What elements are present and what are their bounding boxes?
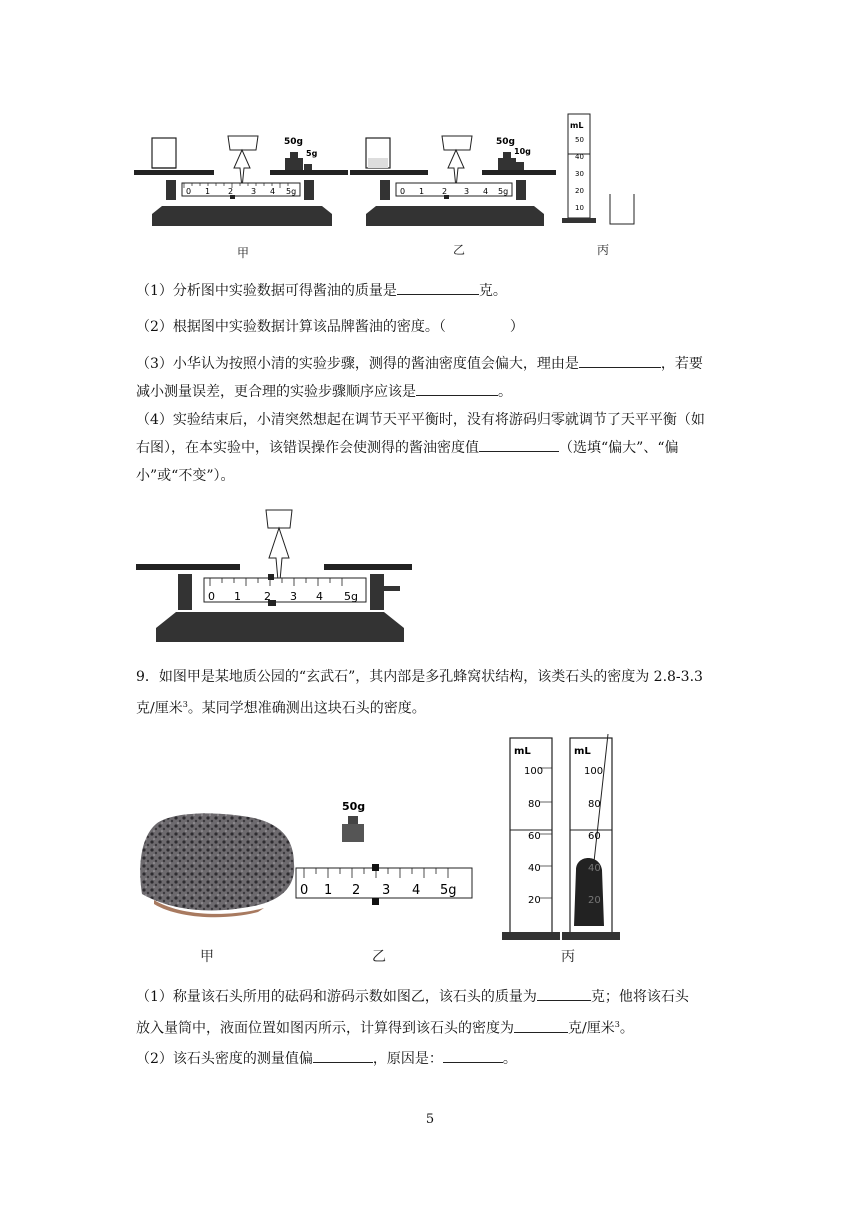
scale-tick: 5g (344, 590, 358, 603)
cylinder-unit: mL (570, 121, 584, 130)
cylinder-tick: 10 (575, 204, 584, 212)
balance-figure-yi (348, 128, 558, 233)
cylinders-before-after (500, 730, 630, 946)
cylinder-tick: 40 (575, 153, 584, 161)
scale-tick: 5g (440, 883, 457, 898)
cylinder-tick: 40 (588, 863, 601, 874)
scale-tick: 4 (316, 590, 323, 603)
question-3: （3）小华认为按照小清的实验步骤，测得的酱油密度值会偏大，理由是 ，若要 减小测量误差，更合理的实验步骤顺序应该是 。 (136, 350, 736, 406)
figure-caption: 丙 (561, 949, 575, 965)
scale-tick: 3 (290, 590, 297, 603)
cylinder-tick: 60 (528, 831, 541, 842)
answer-blank[interactable] (313, 1048, 373, 1063)
scale-tick: 4 (270, 187, 276, 196)
cylinder-figure-bing (560, 108, 644, 228)
scale-tick: 2 (442, 187, 448, 196)
page-number: 5 (425, 1112, 435, 1127)
cylinder-tick: 50 (575, 136, 584, 144)
answer-blank[interactable] (579, 353, 661, 368)
cylinder-tick: 80 (588, 799, 601, 810)
answer-blank[interactable] (416, 381, 498, 396)
scale-tick: 2 (228, 187, 234, 196)
weight-and-rider-scale (292, 796, 476, 912)
scale-tick: 1 (205, 187, 211, 196)
cylinder-tick: 80 (528, 799, 541, 810)
weight-label: 5g (306, 149, 318, 158)
weight-label: 50g (342, 800, 366, 813)
scale-tick: 0 (400, 187, 406, 196)
figure-caption: 甲 (237, 246, 250, 260)
scale-tick: 0 (208, 590, 215, 603)
cylinder-tick: 20 (588, 895, 601, 906)
scale-tick: 3 (251, 187, 257, 196)
scale-tick: 3 (382, 883, 391, 898)
scale-tick: 0 (300, 883, 309, 898)
problem-9-question-2: （2）该石头密度的测量值偏 ，原因是： 。 (136, 1045, 736, 1073)
cylinder-tick: 20 (575, 187, 584, 195)
cylinder-unit: mL (514, 746, 531, 757)
balance-figure-jia (132, 128, 350, 233)
weight-label: 10g (514, 147, 531, 156)
cylinder-tick: 100 (524, 766, 544, 777)
problem-9-question-1: （1）称量该石头所用的砝码和游码示数如图乙，该石头的质量为 克；他将该石头 放入量筒中，液面位置如图丙所示，计算得到该石头的密度为 克/厘米$^3$。 (136, 983, 736, 1043)
figure-caption: 乙 (372, 949, 386, 965)
scale-tick: 1 (324, 883, 333, 898)
scale-tick: 4 (412, 883, 421, 898)
weight-label: 50g (496, 137, 515, 147)
scale-tick: 1 (419, 187, 425, 196)
scale-tick: 0 (186, 187, 192, 196)
cylinder-tick: 60 (588, 831, 601, 842)
scale-tick: 2 (352, 883, 361, 898)
answer-blank[interactable] (537, 986, 591, 1001)
cylinder-unit: mL (574, 746, 591, 757)
cylinder-tick: 40 (528, 863, 541, 874)
answer-blank[interactable] (479, 437, 559, 452)
figure-caption: 甲 (200, 949, 214, 965)
figure-caption: 乙 (453, 243, 466, 257)
weight-label: 50g (284, 137, 303, 147)
cylinder-tick: 20 (528, 895, 541, 906)
answer-blank[interactable] (443, 1048, 503, 1063)
scale-tick: 1 (234, 590, 241, 603)
scale-tick: 5g (286, 187, 297, 196)
scale-tick: 4 (483, 187, 489, 196)
scale-tick: 5g (498, 187, 509, 196)
problem-9-stem: 9．如图甲是某地质公园的“玄武石”，其内部是多孔蜂窝状结构，该类石头的密度为 2.8-3.3 克/厘米$^3$。某同学想准确测出这块石头的密度。 (136, 669, 703, 717)
question-2: （2）根据图中实验数据计算该品牌酱油的密度。（ ） (136, 319, 524, 335)
basalt-rock-image (134, 808, 298, 920)
cylinder-tick: 100 (584, 766, 604, 777)
figure-caption: 丙 (597, 243, 610, 257)
answer-blank[interactable] (397, 280, 479, 295)
scale-tick: 2 (264, 590, 271, 603)
answer-blank[interactable] (514, 1018, 568, 1033)
cylinder-tick: 30 (575, 170, 584, 178)
question-4: （4）实验结束后，小清突然想起在调节天平平衡时，没有将游码归零就调节了天平平衡（如 右图），在本实验中，该错误操作会使测得的酱油密度值 （选填“偏大”、“偏 小”或“不变”）。 (136, 412, 705, 484)
question-1: （1）分析图中实验数据可得酱油的质量是 克。 (136, 277, 736, 305)
balance-figure-unzeroed (134, 506, 414, 644)
scale-tick: 3 (464, 187, 470, 196)
